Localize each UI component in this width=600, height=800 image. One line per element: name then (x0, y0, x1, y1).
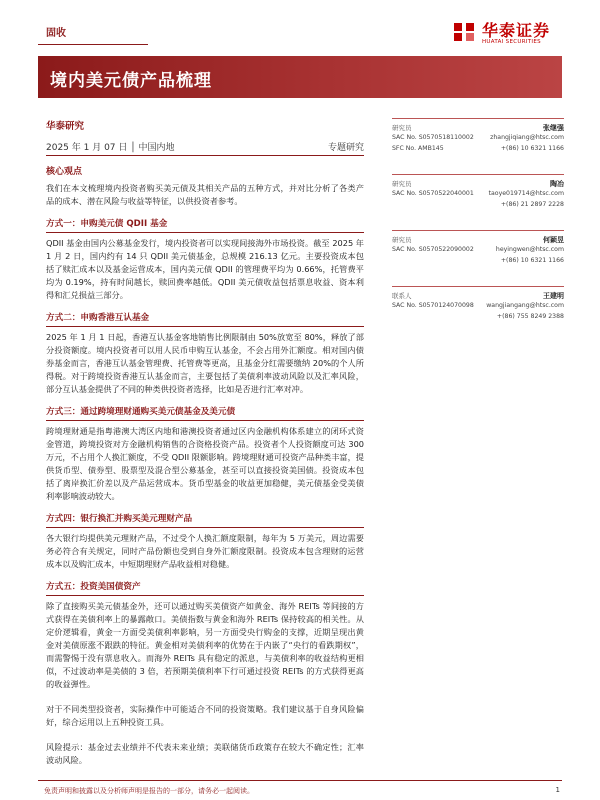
main-column (46, 118, 364, 767)
page-number: 1 (555, 786, 560, 794)
analyst-email[interactable]: heyingwen@htsc.com (495, 246, 564, 253)
method-section (46, 217, 364, 302)
analyst-phone: +(86) 10 6321 1166 (500, 257, 564, 264)
title-banner (38, 56, 562, 98)
analyst-email[interactable]: taoye019714@htsc.com (488, 190, 564, 197)
analyst-card (392, 118, 564, 172)
core-summary: 我们在本文梳理境内投资者购买美元债及其相关产品的五种方式，并对比分析了各类产品的成本、潜在风险与收益等特征，以供投资者参考。 (46, 183, 364, 206)
closing-paragraph: 对于不同类型投资者，实际操作中可能适合不同的投资策略。我们建议基于自身风险偏好，综合运用以上五种投资工具。 (46, 704, 364, 727)
method-heading: 方式三：通过跨境理财通购买美元债基金及美元债 (46, 405, 364, 421)
method-body: 跨境理财通是指粤港澳大湾区内地和港澳投资者通过区内金融机构体系建立的闭环式资金管道，跨境投资对方金融机构销售的合资格投资产品。投资者个人投资额度可达 300 万元，不占用个人换汇额度，不受 QDII 限额影响。跨境理财通可投资产品种类丰富，提供货币型、债券型、股票型及混合型公募基金，甚至可以直接投资美国债。投资成本包括了离岸换汇价差以及产品运营成本。货币型基金的收益更加稳健，美元债基金受美债利率影响波动较大。 (46, 426, 364, 501)
analyst-role: 研究员 (392, 180, 412, 188)
report-date: 2025 年 1 月 07 日 │ 中国内地 (46, 143, 175, 153)
method-heading: 方式四：银行换汇并购买美元理财产品 (46, 512, 364, 528)
analyst-row (392, 190, 564, 197)
analyst-row (392, 145, 564, 152)
analyst-license: SAC No. S0570522090002 (392, 246, 474, 253)
analyst-phone: +(86) 10 6321 1166 (500, 145, 564, 152)
method-body: QDII 基金由国内公募基金发行，境内投资者可以实现间接海外市场投资。截至 2025 年 1 月 2 日，国内约有 14 只 QDII 美元债基金，总规模 216.13 亿元。主要投资成本包括了赎汇成本以及基金运营成本，国内美元债 QDII 的管理费平均为 0.66%，托管费平均为 0.19%，持有时间越长，赎回费率越低。QDII 美元债收益包括票息收益、资本利得和汇兑损益三部分。 (46, 238, 364, 300)
method-heading: 方式一：申购美元债 QDII 基金 (46, 217, 364, 233)
analyst-license: SFC No. AMB145 (392, 145, 444, 152)
analyst-name: 王建明 (543, 292, 564, 300)
report-type: 专题研究 (327, 143, 364, 153)
method-heading: 方式五：投资美国债资产 (46, 580, 364, 596)
analyst-phone: +(86) 21 2897 2228 (500, 201, 564, 208)
analyst-role: 研究员 (392, 236, 412, 244)
analyst-email[interactable]: wangjiangang@htsc.com (486, 302, 564, 309)
footer-divider (38, 780, 562, 781)
method-body: 除了直接购买美元债基金外，还可以通过购买美债资产如黄金、海外 REITs 等间接的方式获得在美债利率上的暴露敞口。美债指数与黄金和海外 REITs 保持较高的相关性。从定价逻辑看，黄金一方面受美债利率影响，另一方面受央行购金的支撑，近期呈现出黄金对美债原涨不跟跌的特征。黄金相对美债利率的优势在于内嵌了“央行的看跌期权”，而需警惕于没有票息收入。而海外 REITs 具有稳定的派息，与美债利率的收益结构更相似，不过波动率是美债的 3 倍，若预期美债利率下行可通过投资 REITs 的方式获得更高的收益弹性。 (46, 601, 364, 689)
analyst-license: SAC No. S0570124070098 (392, 302, 474, 309)
analyst-name: 陶冶 (550, 180, 564, 188)
analyst-card (392, 230, 564, 284)
analyst-name: 张继强 (543, 124, 564, 132)
analyst-column (392, 118, 564, 342)
logo-chinese-name: 华泰证券 (482, 21, 551, 40)
report-title: 境内美元债产品梳理 (50, 71, 212, 91)
method-body: 各大银行均提供美元理财产品，不过受个人换汇额度限制，每年为 5 万美元，周边需要务必符合有关规定，同时产品份额也受到自身外汇额度限制。投资成本包含理财的运营成本以及购汇成本，中短期理财产品收益相对稳健。 (46, 533, 364, 569)
category-tag: 固收 (46, 28, 66, 39)
method-section (46, 405, 364, 503)
method-body: 2025 年 1 月 1 日起，香港互认基金客地销售比例限制由 50%放宽至 80%，释放了部分投资额度。境内投资者可以用人民币申购互认基金，不会占用外汇额度。相对国内债券基金而言，香港互认基金管理费、托管费等更高，且基金分红需要缴纳 20%的个人所得税。对于跨境投资香港互认基金而言，主要包括了美债利率波动风险以及汇率风险，部分互认基金提供了不同的种类供投资者选择，比如是否进行汇率对冲。 (46, 332, 364, 394)
risk-warning: 风险提示：基金过去业绩并不代表未来业绩；美联储货币政策存在较大不确定性；汇率波动风险。 (46, 742, 364, 765)
analyst-role: 研究员 (392, 124, 412, 132)
header-divider (38, 44, 148, 45)
analyst-phone: +(86) 755 8249 2388 (496, 313, 564, 320)
method-heading: 方式二：申购香港互认基金 (46, 311, 364, 327)
analyst-email[interactable]: zhangjiqiang@htsc.com (490, 134, 564, 141)
analyst-row (392, 246, 564, 253)
page-header (38, 18, 562, 54)
method-section (46, 311, 364, 396)
analyst-license: SAC No. S0570518110002 (392, 134, 474, 141)
logo-english-name: HUATAI SECURITIES (482, 39, 541, 45)
company-logo[interactable] (452, 18, 562, 52)
core-heading: 核心观点 (46, 167, 83, 177)
analyst-license: SAC No. S0570522040001 (392, 190, 474, 197)
method-section (46, 512, 364, 571)
analyst-name: 何颖昱 (543, 236, 564, 244)
research-org: 华泰研究 (46, 121, 85, 132)
footer-disclaimer: 免责声明和披露以及分析师声明是报告的一部分，请务必一起阅读。 (44, 787, 254, 795)
analyst-card (392, 286, 564, 340)
analyst-row (392, 134, 564, 141)
analyst-row (392, 302, 564, 309)
method-section (46, 580, 364, 691)
analyst-role: 联系人 (392, 292, 412, 300)
huatai-logo-icon (452, 20, 476, 44)
date-line (46, 140, 364, 156)
analyst-card (392, 174, 564, 228)
